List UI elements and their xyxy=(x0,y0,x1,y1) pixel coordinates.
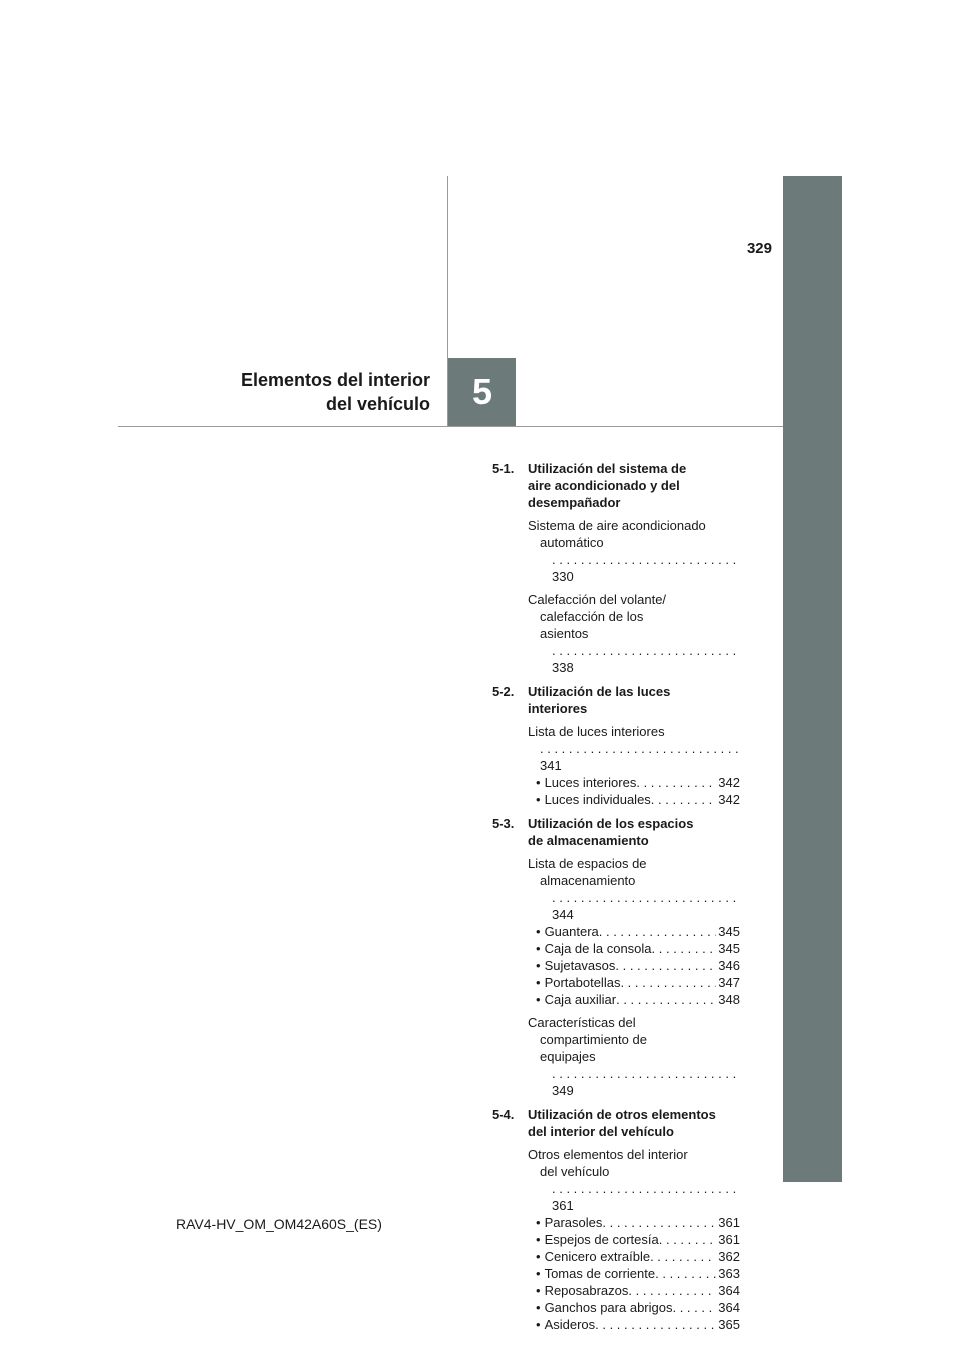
toc-subentry[interactable] xyxy=(528,791,740,808)
subentry-text: Guantera xyxy=(544,924,599,939)
section-title xyxy=(528,815,693,849)
subentry-text: Parasoles xyxy=(544,1215,603,1230)
subentry-text: Reposabrazos xyxy=(544,1283,629,1298)
entry-line: del vehículo xyxy=(540,1164,610,1179)
entry-page: 330 xyxy=(552,569,574,584)
dot-leader xyxy=(620,974,716,991)
entry-line: Sistema de aire acondicionado xyxy=(528,518,706,533)
section-heading xyxy=(492,1106,740,1140)
dot-leader xyxy=(652,940,717,957)
toc-subentry[interactable] xyxy=(528,991,740,1008)
subentry-text: Ganchos para abrigos xyxy=(544,1300,673,1315)
subentry-page: 347 xyxy=(718,975,740,990)
section-heading xyxy=(492,460,740,511)
toc-section xyxy=(492,683,740,808)
bullet-icon: • xyxy=(536,958,541,973)
entry-last-line xyxy=(528,625,740,676)
subentry-text: Espejos de cortesía xyxy=(544,1232,659,1247)
chapter-title xyxy=(118,368,430,416)
subentry-page: 361 xyxy=(718,1215,740,1230)
entry-last-line xyxy=(528,1048,740,1099)
section-title-line: Utilización de otros elementos xyxy=(528,1107,716,1122)
subentry-text: Caja auxiliar xyxy=(544,992,617,1007)
document-code-footer: RAV4-HV_OM_OM42A60S_(ES) xyxy=(176,1216,382,1232)
entry-line: Otros elementos del interior xyxy=(528,1147,688,1162)
dot-leader xyxy=(628,1282,716,1299)
dot-leader xyxy=(540,1180,740,1197)
subentry-page: 346 xyxy=(718,958,740,973)
dot-leader xyxy=(528,740,740,757)
subentry-page: 362 xyxy=(718,1249,740,1264)
subentry-text: Caja de la consola xyxy=(544,941,652,956)
dot-leader xyxy=(540,642,740,659)
section-number: 5-4. xyxy=(492,1107,515,1122)
toc-section xyxy=(492,1106,740,1333)
table-of-contents xyxy=(492,460,740,1340)
toc-subentry[interactable] xyxy=(528,1265,740,1282)
entry-last-line xyxy=(528,534,740,585)
toc-section xyxy=(492,815,740,1099)
bullet-icon: • xyxy=(536,941,541,956)
dot-leader xyxy=(615,957,716,974)
dot-leader xyxy=(672,1299,716,1316)
subentry-page: 345 xyxy=(718,941,740,956)
toc-entry[interactable] xyxy=(492,591,740,676)
entry-page: 344 xyxy=(552,907,574,922)
entry-line: Lista de luces interiores xyxy=(528,724,665,739)
toc-entry[interactable] xyxy=(492,855,740,1008)
toc-subentry[interactable] xyxy=(528,1214,740,1231)
bullet-icon: • xyxy=(536,1232,541,1247)
subentry-page: 348 xyxy=(718,992,740,1007)
section-title-line: Utilización de las luces xyxy=(528,684,671,699)
entry-text xyxy=(528,1146,740,1214)
toc-subentry[interactable] xyxy=(528,923,740,940)
entry-page: 341 xyxy=(540,758,562,773)
entry-line: Calefacción del volante/ xyxy=(528,592,667,607)
entry-text xyxy=(528,723,740,774)
subentry-text: Tomas de corriente xyxy=(544,1266,656,1281)
dot-leader xyxy=(595,1316,716,1333)
chapter-number-box: 5 xyxy=(448,358,516,426)
section-number: 5-1. xyxy=(492,461,515,476)
bullet-icon: • xyxy=(536,792,541,807)
dot-leader xyxy=(650,1248,716,1265)
entry-line: calefacción de los xyxy=(540,609,644,624)
entry-text xyxy=(528,517,740,585)
toc-subentry[interactable] xyxy=(528,1248,740,1265)
bullet-icon: • xyxy=(536,1249,541,1264)
dot-leader xyxy=(540,551,740,568)
toc-entry[interactable] xyxy=(492,1146,740,1333)
section-title-line: desempañador xyxy=(528,495,621,510)
toc-entry[interactable] xyxy=(492,517,740,585)
dot-leader xyxy=(602,1214,716,1231)
toc-subentry[interactable] xyxy=(528,774,740,791)
section-title-line: Utilización del sistema de xyxy=(528,461,687,476)
bullet-icon: • xyxy=(536,1266,541,1281)
bullet-icon: • xyxy=(536,1300,541,1315)
entry-last-line xyxy=(528,1163,740,1214)
entry-line: Características del xyxy=(528,1015,636,1030)
chapter-title-line: del vehículo xyxy=(325,394,430,414)
section-title-line: Utilización de los espacios xyxy=(528,816,694,831)
bullet-icon: • xyxy=(536,975,541,990)
bullet-icon: • xyxy=(536,1215,541,1230)
toc-subentry[interactable] xyxy=(528,957,740,974)
entry-last-line xyxy=(528,872,740,923)
entry-text xyxy=(528,591,740,676)
entry-page: 349 xyxy=(552,1083,574,1098)
bullet-icon: • xyxy=(536,992,541,1007)
dot-leader xyxy=(616,991,716,1008)
subentry-page: 365 xyxy=(718,1317,740,1332)
subentry-text: Sujetavasos xyxy=(544,958,616,973)
section-heading xyxy=(492,815,740,849)
entry-page: 338 xyxy=(552,660,574,675)
section-title xyxy=(528,683,670,717)
section-title-line: del interior del vehículo xyxy=(528,1124,674,1139)
dot-leader xyxy=(651,791,717,808)
section-title xyxy=(528,460,686,511)
section-heading xyxy=(492,683,740,717)
toc-subentry[interactable] xyxy=(528,1316,740,1333)
toc-subentry[interactable] xyxy=(528,940,740,957)
dot-leader xyxy=(659,1231,717,1248)
entry-line: automático xyxy=(540,535,604,550)
subentry-page: 361 xyxy=(718,1232,740,1247)
entry-line: compartimiento de xyxy=(540,1032,647,1047)
dot-leader xyxy=(540,889,740,906)
section-title-line: de almacenamiento xyxy=(528,833,649,848)
horizontal-divider xyxy=(118,426,783,427)
subentry-text: Asideros xyxy=(544,1317,596,1332)
entry-last-line xyxy=(528,723,740,774)
toc-subentry[interactable] xyxy=(528,1282,740,1299)
section-number: 5-3. xyxy=(492,816,515,831)
subentry-text: Portabotellas xyxy=(544,975,621,990)
chapter-title-line: Elementos del interior xyxy=(240,370,430,390)
subentry-page: 342 xyxy=(718,775,740,790)
dot-leader xyxy=(599,923,717,940)
bullet-icon: • xyxy=(536,924,541,939)
section-number: 5-2. xyxy=(492,684,515,699)
subentry-text: Cenicero extraíble xyxy=(544,1249,651,1264)
entry-text xyxy=(528,1014,740,1099)
subentry-text: Luces individuales xyxy=(544,792,651,807)
bullet-icon: • xyxy=(536,775,541,790)
bullet-icon: • xyxy=(536,1283,541,1298)
toc-section xyxy=(492,460,740,676)
entry-text xyxy=(528,855,740,923)
entry-line: Lista de espacios de xyxy=(528,856,647,871)
bullet-icon: • xyxy=(536,1317,541,1332)
subentry-page: 363 xyxy=(718,1266,740,1281)
dot-leader xyxy=(655,1265,716,1282)
dot-leader xyxy=(636,774,716,791)
page-number: 329 xyxy=(746,240,772,257)
subentry-page: 364 xyxy=(718,1300,740,1315)
section-title-line: aire acondicionado y del xyxy=(528,478,680,493)
entry-line: asientos xyxy=(540,626,589,641)
chapter-side-tab xyxy=(783,176,842,1182)
toc-subentry[interactable] xyxy=(528,1299,740,1316)
subentry-page: 345 xyxy=(718,924,740,939)
entry-page: 361 xyxy=(552,1198,574,1213)
entry-line: equipajes xyxy=(540,1049,596,1064)
toc-subentry[interactable] xyxy=(528,974,740,991)
section-title-line: interiores xyxy=(528,701,588,716)
entry-line: almacenamiento xyxy=(540,873,636,888)
subentry-page: 342 xyxy=(718,792,740,807)
section-title xyxy=(528,1106,716,1140)
toc-entry[interactable] xyxy=(492,1014,740,1099)
toc-entry[interactable] xyxy=(492,723,740,808)
toc-subentry[interactable] xyxy=(528,1231,740,1248)
subentry-text: Luces interiores xyxy=(544,775,637,790)
dot-leader xyxy=(540,1065,740,1082)
subentry-page: 364 xyxy=(718,1283,740,1298)
